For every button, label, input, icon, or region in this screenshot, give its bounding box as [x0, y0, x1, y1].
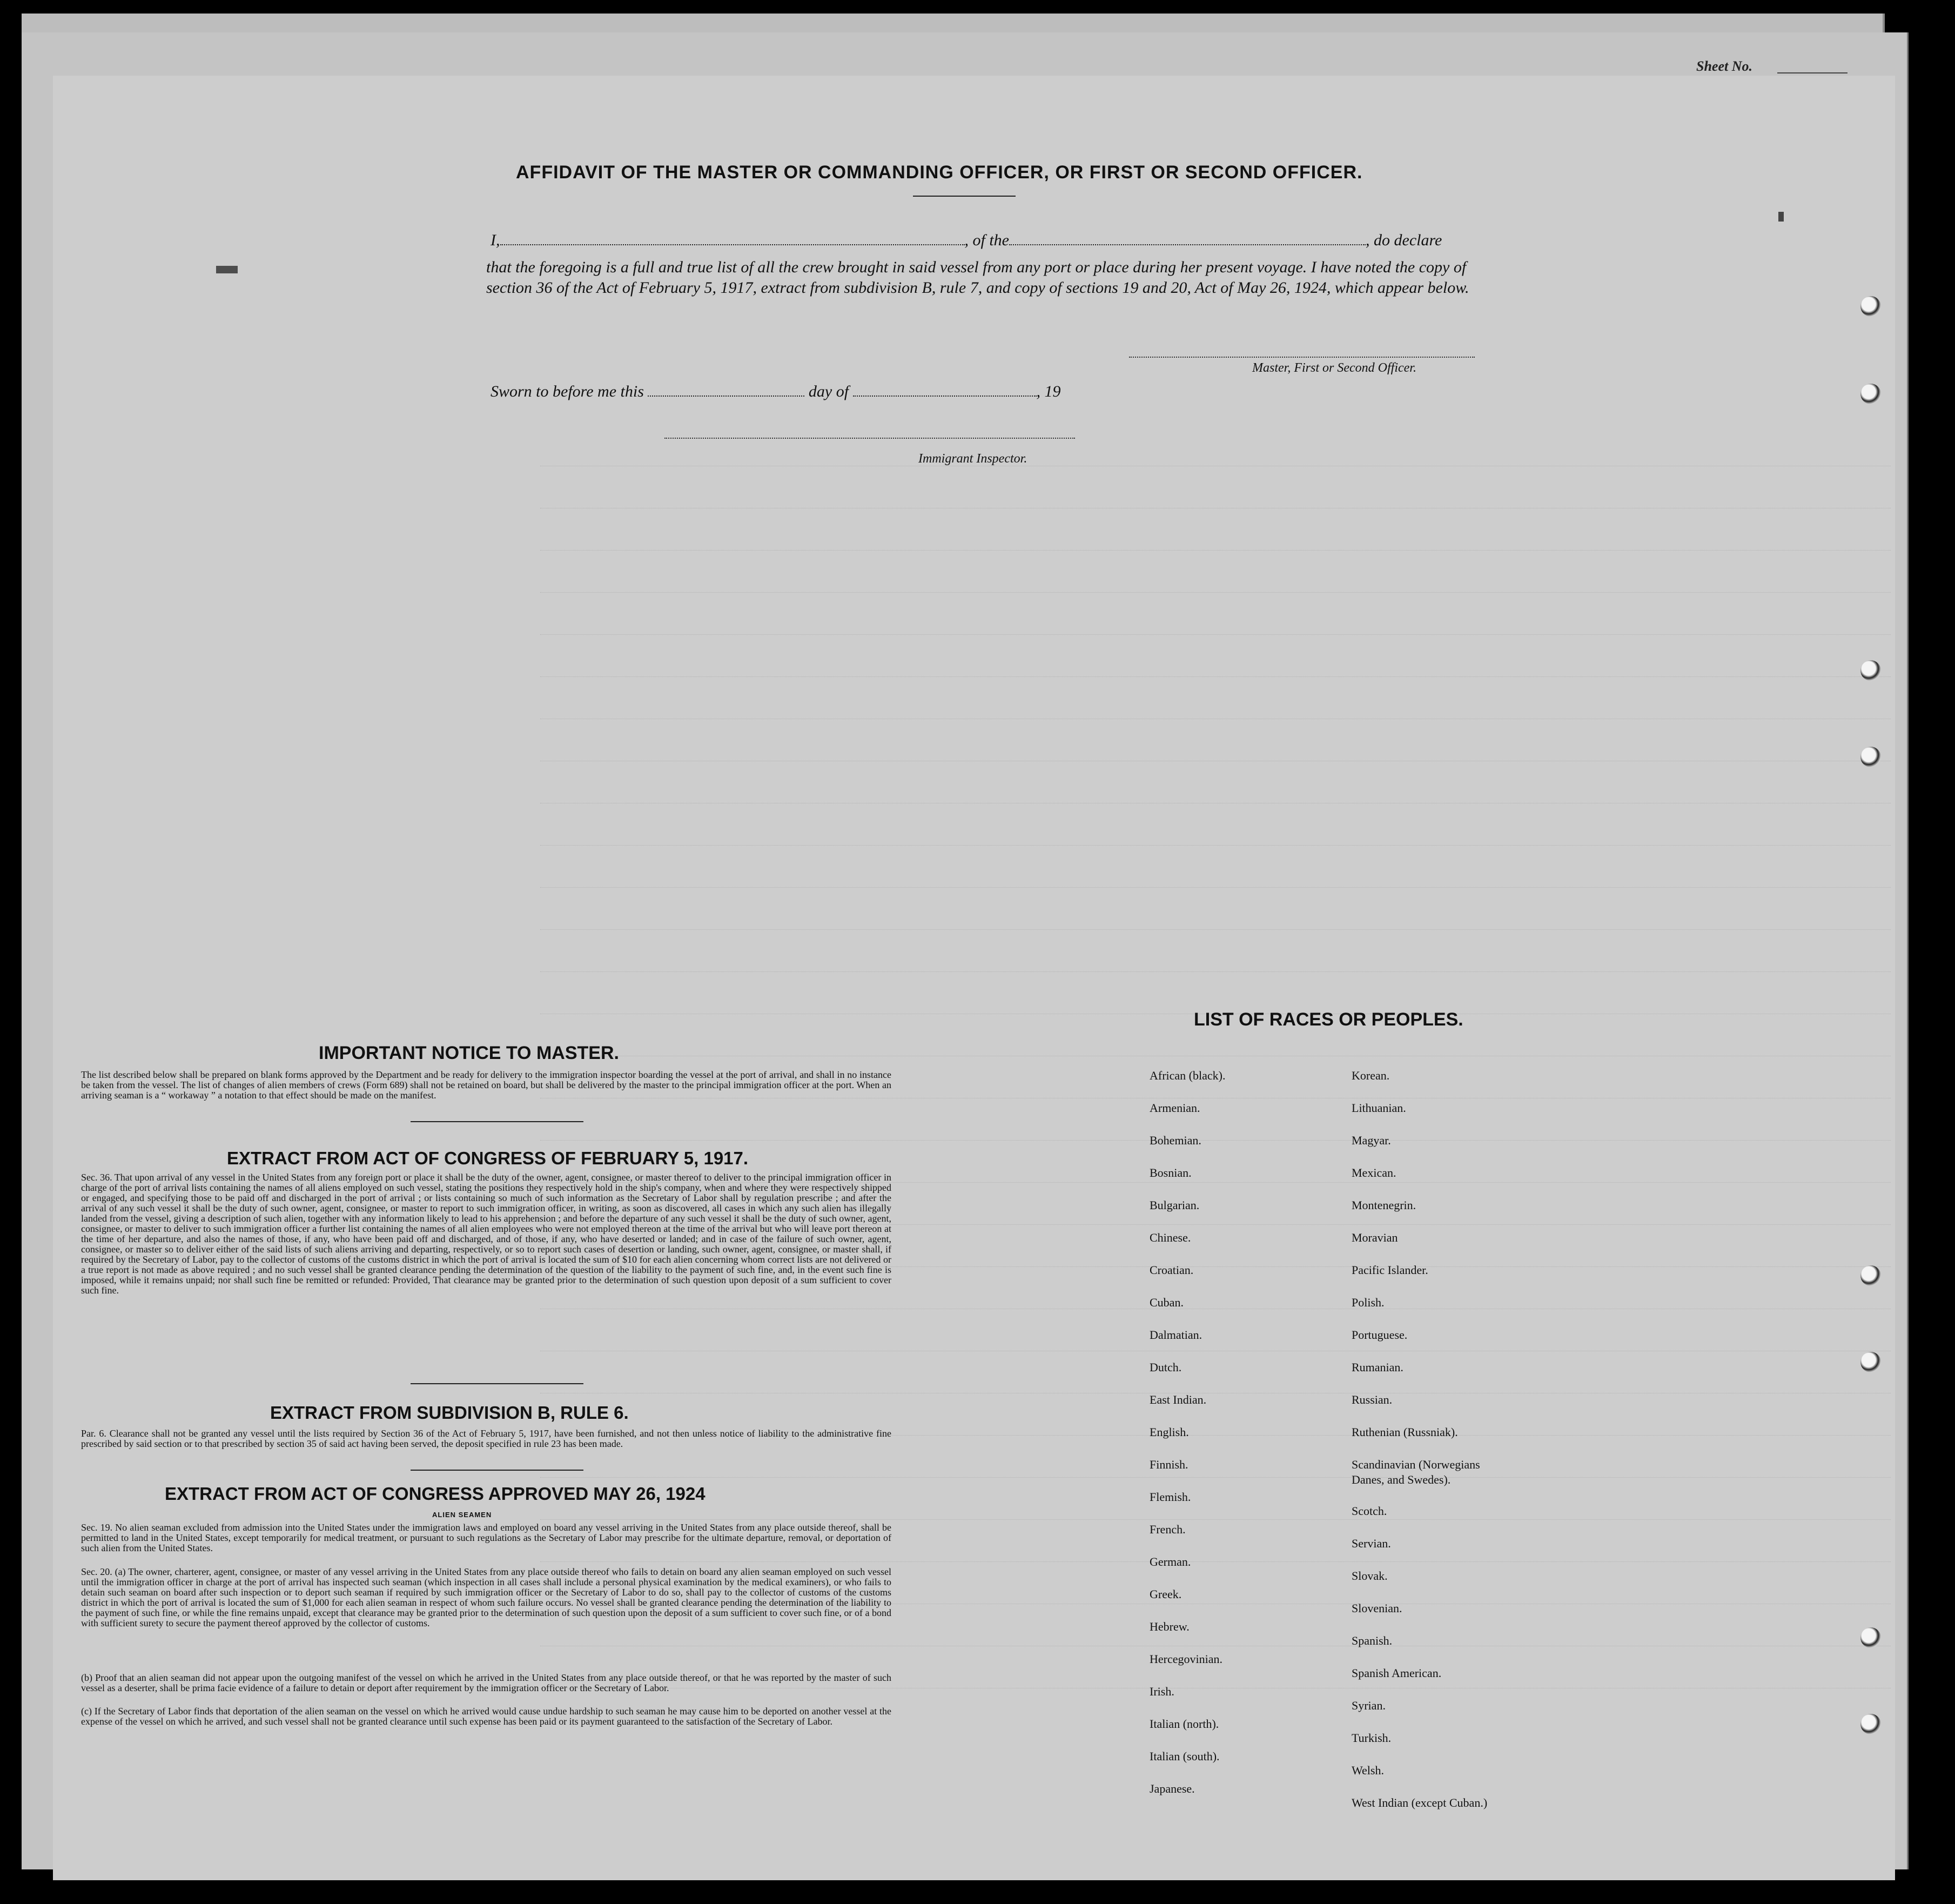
sworn-day-field[interactable]: [648, 395, 804, 397]
race-item: Bulgarian.: [1150, 1198, 1200, 1212]
race-item: French.: [1150, 1523, 1186, 1536]
race-item: Hercegovinian.: [1150, 1652, 1222, 1666]
race-item: Spanish American.: [1352, 1666, 1442, 1680]
divider: [411, 1470, 583, 1471]
ink-mark: [1778, 212, 1784, 222]
inspector-signature-line[interactable]: [664, 438, 1075, 439]
race-item: Chinese.: [1150, 1231, 1191, 1244]
sworn-year-prefix: , 19: [1036, 383, 1061, 400]
race-item: Lithuanian.: [1352, 1101, 1406, 1115]
sworn-prefix: Sworn to before me this: [491, 383, 644, 400]
race-item: Danes, and Swedes).: [1352, 1473, 1451, 1486]
race-item: Moravian: [1352, 1231, 1398, 1244]
declaration-paragraph: that the foregoing is a full and true list of all the crew brought in said vessel from any port or place during her present voyage. I have noted the copy of section 36 of the Act of February 5, 1917, extract from subdivision B, rule 7, and copy of sections 19 and 20, Act of May 26, 1924, which appear below.: [486, 258, 1469, 297]
extract-rule6-title: EXTRACT FROM SUBDIVISION B, RULE 6.: [270, 1403, 629, 1423]
race-item: Armenian.: [1150, 1101, 1200, 1115]
declaration-line: [491, 231, 1442, 250]
punch-hole-icon: [1860, 660, 1881, 681]
race-item: Russian.: [1352, 1393, 1393, 1406]
race-item: Bohemian.: [1150, 1134, 1201, 1147]
section-19-text: Sec. 19. No alien seaman excluded from admission into the United States under the immigration laws and employed on board any vessel arriving in the United States from any place outside thereof, shall be permitted to land in the United States, except temporarily for medical treatment, or pursuant to such regulations as the Secretary of Labor may prescribe for the ultimate departure, removal, or deportation of such alien from the United States.: [81, 1522, 891, 1553]
race-item: Irish.: [1150, 1685, 1174, 1698]
divider: [411, 1383, 583, 1384]
race-item: English.: [1150, 1425, 1189, 1439]
race-item: Slovenian.: [1352, 1601, 1402, 1615]
master-signature-line[interactable]: [1129, 357, 1475, 358]
extract-1917-body: Sec. 36. That upon arrival of any vessel in the United States from any foreign port or place it shall be the duty of the owner, agent, consignee, or master thereof to deliver to the principal immigration officer in charge of the port of arrival lists containing the names of all aliens employed on such vessel, stating the positions they respectively hold in the ship's company, when and where they were respectively shipped or engaged, and specifying those to be paid off and discharged in the port of arrival ; or lists containing so much of such information as the Secretary of Labor shall by regulation prescribe ; and after the arrival of any such vessel it shall be the duty of such owner, agent, consignee, or master to report to such immigration officer, in writing, as soon as discovered, all cases in which any such alien has illegally landed from the vessel, giving a description of such alien, together with any information likely to lead to his apprehension ; and before the departure of any such vessel it shall be the duty of such owner, agent, consignee, or master to deliver to such immigration officer a further list containing the names of all alien employees who were not employed thereon at the time of the arrival but who will leave port thereon at the time of her departure, and also the names of those, if any, who have been paid off and discharged, and of those, if any, who have deserted or landed; and in case of the failure of such owner, agent, consignee, or master so to deliver either of the said lists of such aliens arriving and departing, respectively, or so to report such cases of desertion or landing, such owner, agent, consignee, or master shall, if required by the Secretary of Labor, pay to the collector of customs of the customs district in which the port of arrival is located the sum of $10 for each alien concerning whom correct lists are not delivered or a true report is not made as above required ; and no such vessel shall be granted clearance pending the determination of the question of the liability to the payment of such fine, and, in the event such fine is imposed, while it remains unpaid; nor shall such fine be remitted or refunded: Provided, That clearance may be granted prior to the determination of such question upon deposit of a sum sufficient to cover such fine.: [81, 1172, 891, 1296]
race-item: East Indian.: [1150, 1393, 1207, 1406]
races-title: LIST OF RACES OR PEOPLES.: [1194, 1009, 1463, 1030]
ink-mark: [216, 266, 238, 273]
section-20a-text: Sec. 20. (a) The owner, charterer, agent, consignee, or master of any vessel arriving in the United States from any place outside thereof who fails to detain on board any alien seaman employed on such vessel until the immigration officer in charge at the port of arrival has inspected such seaman (which inspection in all cases shall include a personal physical examination by the medical examiners), or who fails to detain such seaman on board after such inspection or to deport such seaman if required by such immigration officer or the Secretary of Labor to do so, shall pay to the collector of customs of the customs district in which the port of arrival is located the sum of $1,000 for each alien seaman in respect of whom such failure occurs. No vessel shall be granted clearance pending the determination of the liability to the payment of such fine, or while the fine remains unpaid, except that clearance may be granted prior to the determination of such question upon the deposit of a sum sufficient to cover such fine, or of a bond with sufficient surety to secure the payment thereof approved by the collector of customs.: [81, 1566, 891, 1628]
race-item: Spanish.: [1352, 1634, 1393, 1647]
race-item: Flemish.: [1150, 1490, 1191, 1504]
vessel-name-field[interactable]: [1009, 244, 1366, 245]
race-item: Pacific Islander.: [1352, 1263, 1428, 1277]
punch-hole-icon: [1860, 1265, 1881, 1286]
section-20b-text: (b) Proof that an alien seaman did not appear upon the outgoing manifest of the vessel on which he arrived in the United States from any place outside thereof, or that he was reported by the master of such vessel as a deserter, shall be prima facie evidence of a failure to detain or deport after requirement by the immigration officer or the Secretary of Labor.: [81, 1672, 891, 1693]
race-item: Dutch.: [1150, 1360, 1182, 1374]
race-item: Polish.: [1352, 1296, 1385, 1309]
affidavit-title: AFFIDAVIT OF THE MASTER OR COMMANDING OFFICER, OR FIRST OR SECOND OFFICER.: [516, 162, 1363, 183]
race-item: African (black).: [1150, 1069, 1226, 1082]
punch-hole-icon: [1860, 1352, 1881, 1372]
extract-rule6-body: Par. 6. Clearance shall not be granted any vessel until the lists required by Section 36 of the Act of February 5, 1917, have been furnished, and not then unless notice of liability to the administrative fine prescribed by said section or to that prescribed by section 35 of said act having been served, the deposit specified in rule 23 has been made.: [81, 1428, 891, 1449]
punch-hole-icon: [1860, 296, 1881, 317]
race-item: Scandinavian (Norwegians: [1352, 1458, 1480, 1471]
sworn-day-of: day of: [808, 383, 849, 400]
master-signature-caption: Master, First or Second Officer.: [1252, 361, 1416, 375]
race-item: Montenegrin.: [1352, 1198, 1416, 1212]
race-item: Cuban.: [1150, 1296, 1184, 1309]
notice-body: The list described below shall be prepared on blank forms approved by the Department and be ready for delivery to the immigration inspector boarding the vessel at the port of arrival, and shall in no instance be taken from the vessel. The list of changes of alien members of crews (Form 689) shall not be retained on board, but shall be delivered by the master to the principal immigration officer at the port. When an arriving seaman is a “ workaway ” a notation to that effect should be made on the manifest.: [81, 1069, 891, 1101]
race-item: Turkish.: [1352, 1731, 1392, 1745]
race-item: Portuguese.: [1352, 1328, 1408, 1342]
notice-title: IMPORTANT NOTICE TO MASTER.: [319, 1043, 619, 1063]
race-item: Servian.: [1352, 1537, 1391, 1550]
race-item: Ruthenian (Russniak).: [1352, 1425, 1458, 1439]
punch-hole-icon: [1860, 384, 1881, 404]
punch-hole-icon: [1860, 1714, 1881, 1734]
race-item: West Indian (except Cuban.): [1352, 1796, 1488, 1809]
race-item: Scotch.: [1352, 1504, 1387, 1518]
declarant-name-field[interactable]: [500, 244, 965, 245]
extract-1917-title: EXTRACT FROM ACT OF CONGRESS OF FEBRUARY 5, 1917.: [227, 1148, 749, 1168]
race-item: Rumanian.: [1352, 1360, 1403, 1374]
sworn-month-field[interactable]: [853, 395, 1037, 397]
section-20c-text: (c) If the Secretary of Labor finds that deportation of the alien seaman on the vessel on which he arrived would cause undue hardship to such seaman he may cause him to be deported on another vessel at the expense of the vessel on which he arrived, and such vessel shall not be granted clearance until such expense has been paid or its payment guaranteed to the satisfaction of the Secretary of Labor.: [81, 1706, 891, 1727]
race-item: Mexican.: [1352, 1166, 1396, 1179]
race-item: Bosnian.: [1150, 1166, 1192, 1179]
race-item: German.: [1150, 1555, 1191, 1568]
alien-seamen-subtitle: ALIEN SEAMEN: [432, 1511, 492, 1519]
race-item: Greek.: [1150, 1587, 1182, 1601]
punch-hole-icon: [1860, 1627, 1881, 1648]
race-item: Italian (south).: [1150, 1749, 1220, 1763]
declaration-of-the: , of the: [964, 231, 1009, 249]
punch-hole-icon: [1860, 747, 1881, 767]
race-item: Finnish.: [1150, 1458, 1188, 1471]
inspector-signature-caption: Immigrant Inspector.: [918, 452, 1027, 466]
declaration-do-declare: , do declare: [1366, 231, 1442, 249]
race-item: Syrian.: [1352, 1699, 1386, 1712]
sheet-number-label: Sheet No.: [1696, 58, 1752, 74]
race-item: Slovak.: [1352, 1569, 1388, 1583]
affidavit-title-rule: [913, 196, 1016, 197]
race-item: Magyar.: [1352, 1134, 1391, 1147]
declaration-i: I,: [491, 231, 500, 249]
race-item: Dalmatian.: [1150, 1328, 1202, 1342]
sworn-line: [491, 383, 1061, 401]
race-item: Korean.: [1352, 1069, 1390, 1082]
race-item: Welsh.: [1352, 1764, 1384, 1777]
race-item: Japanese.: [1150, 1782, 1195, 1795]
divider: [411, 1121, 583, 1122]
race-item: Croatian.: [1150, 1263, 1194, 1277]
race-item: Italian (north).: [1150, 1717, 1219, 1731]
extract-1924-title: EXTRACT FROM ACT OF CONGRESS APPROVED MAY 26, 1924: [165, 1484, 706, 1504]
sheet-number-blank: [1777, 72, 1847, 73]
race-item: Hebrew.: [1150, 1620, 1190, 1633]
